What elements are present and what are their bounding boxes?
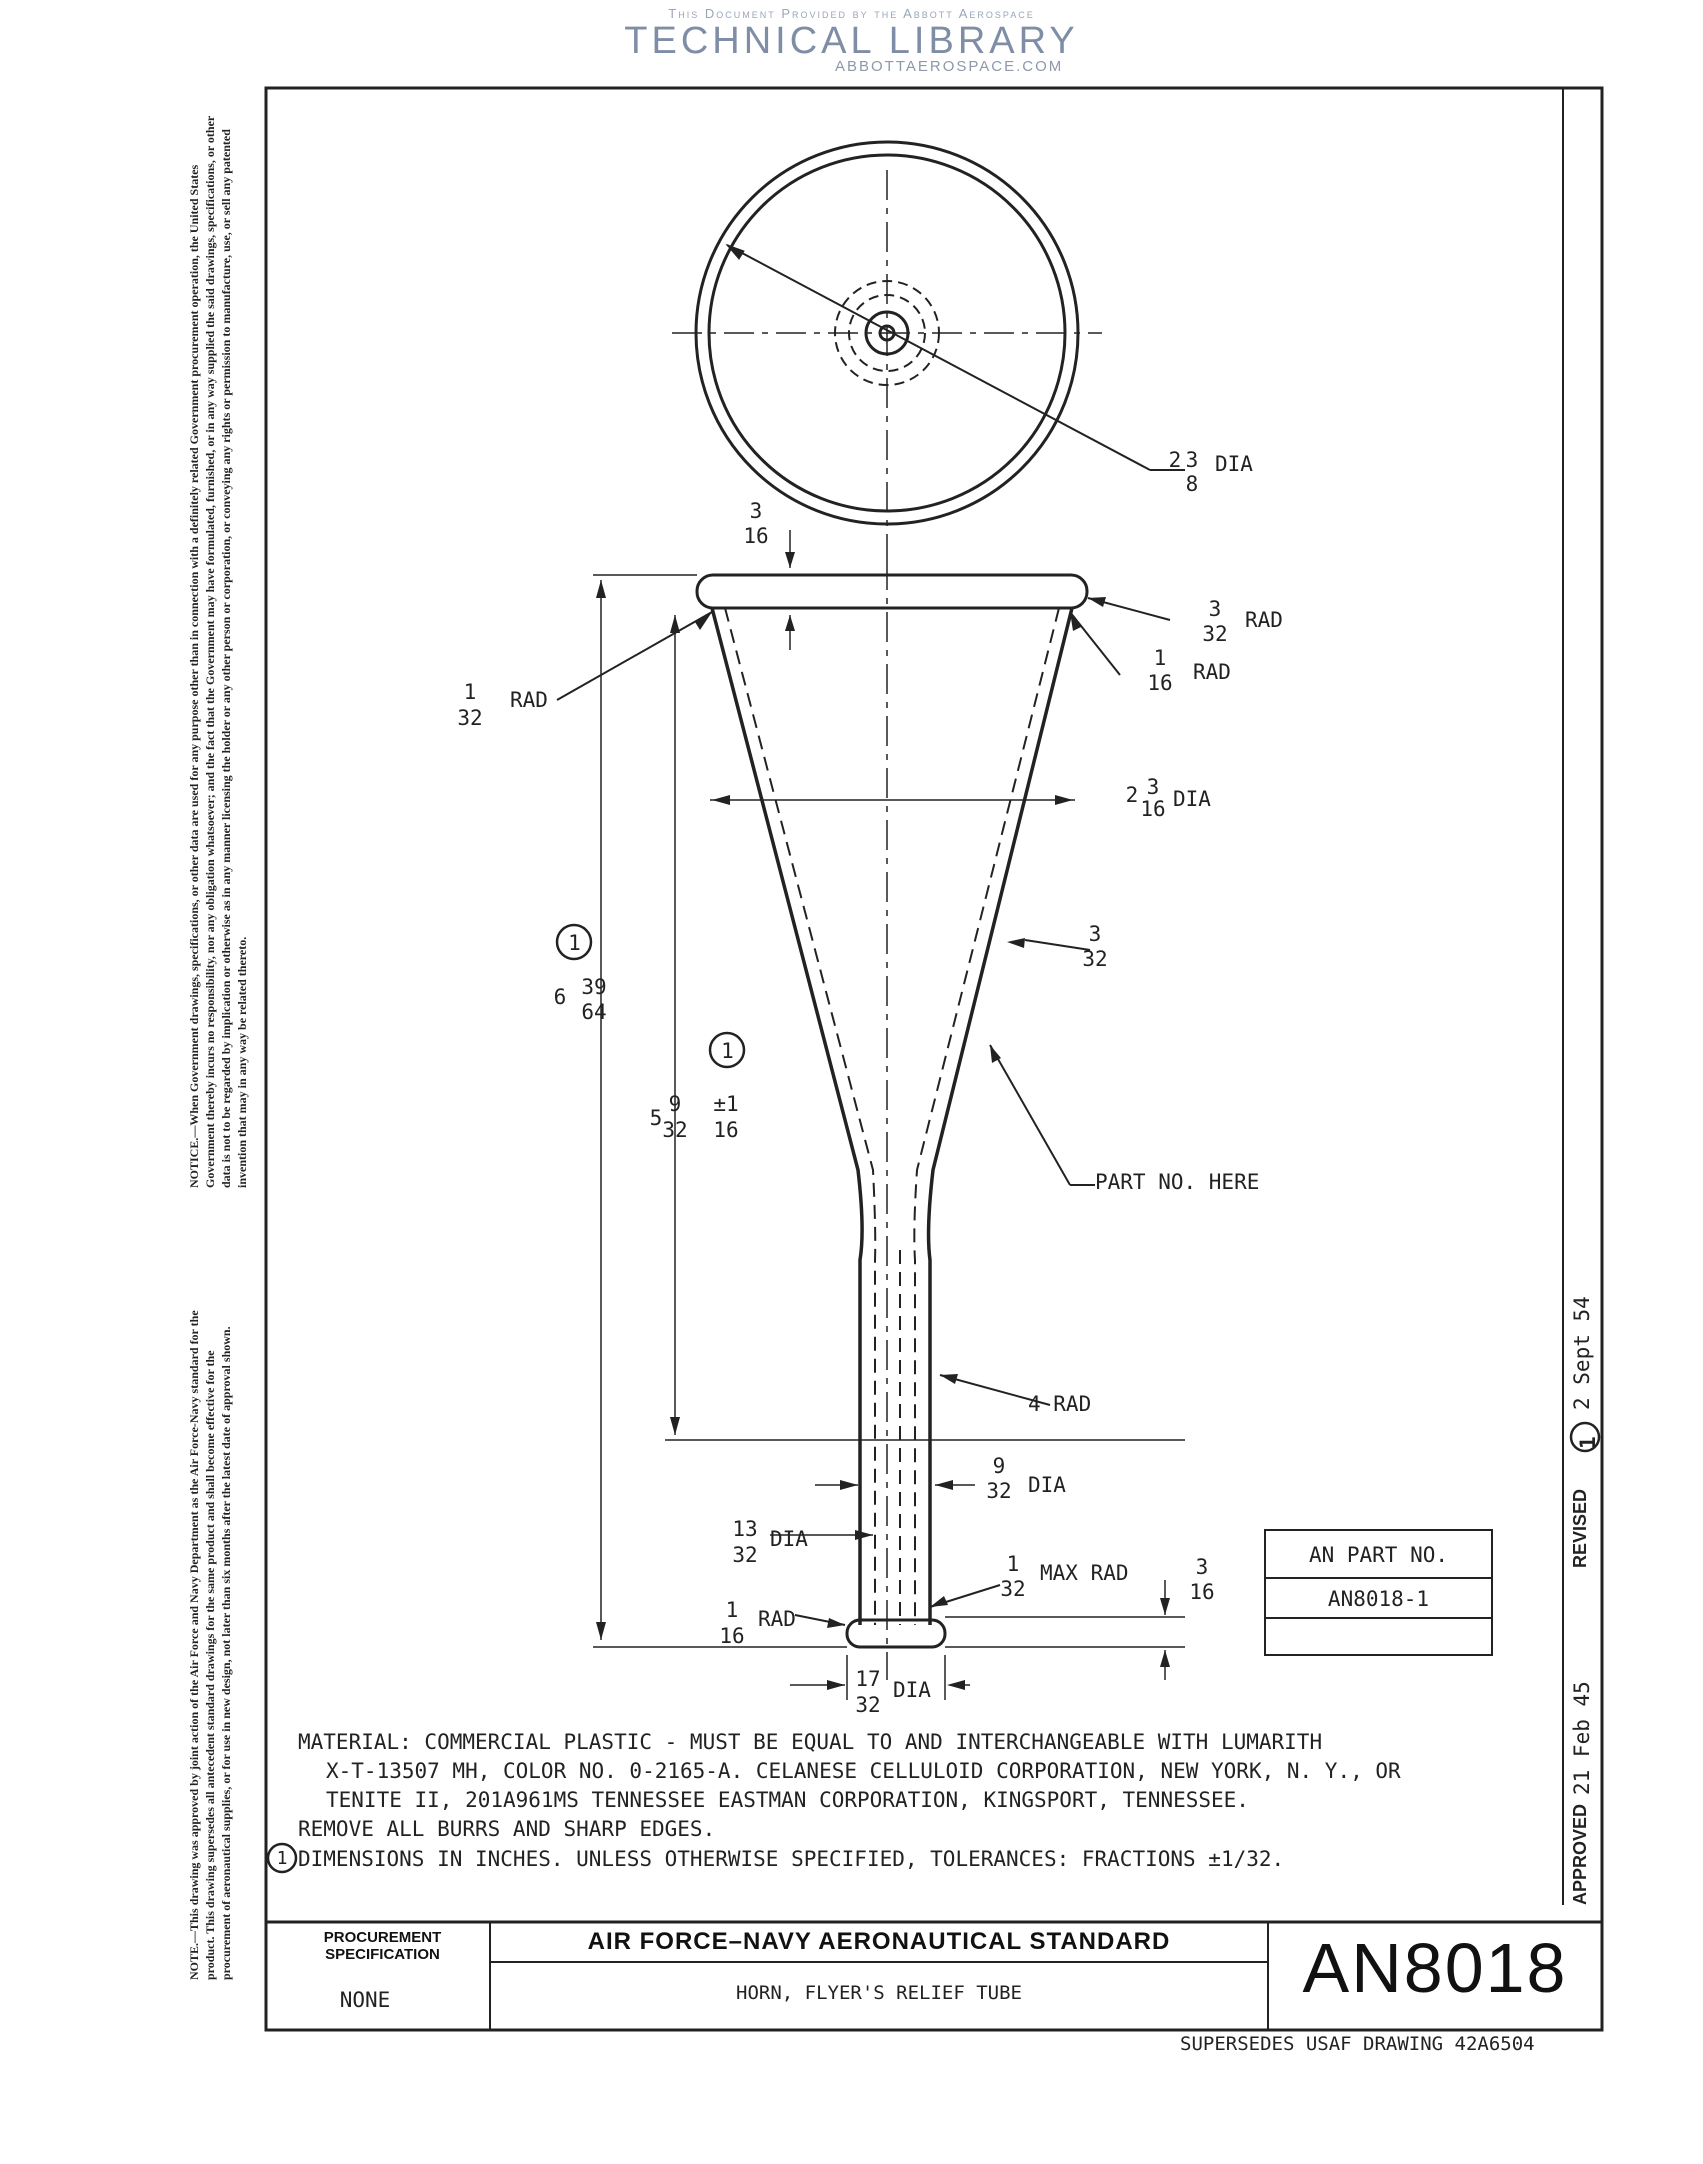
- top-view: [672, 142, 1185, 560]
- rad-3-32-unit: RAD: [1245, 608, 1283, 632]
- watermark-url: ABBOTTAEROSPACE.COM: [835, 58, 1064, 75]
- top-dia-whole: 2: [1168, 448, 1182, 472]
- rad-4: 4 RAD: [1028, 1392, 1092, 1416]
- wall-num: 3: [1088, 922, 1102, 946]
- overall-len-whole: 6: [553, 985, 567, 1009]
- approved-date: 21 Feb 45: [1570, 1681, 1594, 1795]
- note-burrs: REMOVE ALL BURRS AND SHARP EDGES.: [298, 1817, 716, 1841]
- cone-len-den: 32: [662, 1118, 688, 1142]
- cone-len-num: 9: [668, 1092, 682, 1116]
- bottom-dia-den: 32: [855, 1693, 881, 1717]
- stem-inner-unit: DIA: [770, 1527, 808, 1551]
- note-material-2: X-T-13507 MH, COLOR NO. 0-2165-A. CELANESE CELLULOID CORPORATION, NEW YORK, N. Y., OR: [326, 1759, 1401, 1783]
- bottom-thick-den: 16: [1189, 1580, 1215, 1604]
- government-notice: NOTICE.—When Government drawings, specifications, or other data are used for any purpose other than in connection with a definitely related Government procurement operation, the United States Government thereby incurs no responsibility, nor any obligation whatsoever; and the fact that the Government may have formulated, furnished, or in any way supplied the said drawings, specifications, or other data is not to be regarded by implication or otherwise as in any manner licensing the holder or any other person or corporation, or conveying any rights or permission to manufacture, use, or sell any patented invention that may in any way be related thereto.: [187, 115, 249, 1188]
- wall-den: 32: [1082, 947, 1108, 971]
- top-dia-den: 8: [1185, 472, 1199, 496]
- procurement-value: NONE: [339, 1988, 391, 2012]
- watermark-top: This Document Provided by the Abbott Aerospace: [668, 6, 1035, 21]
- callout-2-label: 1: [721, 1039, 734, 1063]
- rad-3-32-num: 3: [1208, 597, 1222, 621]
- top-dia-unit: DIA: [1215, 452, 1253, 476]
- stem-inner-num: 13: [732, 1517, 758, 1541]
- rim-thick-den: 16: [743, 524, 769, 548]
- callout-1-label: 1: [568, 931, 581, 955]
- overall-len-den: 64: [581, 1000, 607, 1024]
- cone-len-tol: ±1: [713, 1092, 739, 1116]
- rad-1-32-unit: RAD: [510, 688, 548, 712]
- supersedes-note: SUPERSEDES USAF DRAWING 42A6504: [1180, 2033, 1535, 2055]
- cone-len-tol-den: 16: [713, 1118, 739, 1142]
- max-rad-unit: MAX RAD: [1040, 1561, 1129, 1585]
- stem-dia-num: 9: [992, 1454, 1006, 1478]
- part-table-header: AN PART NO.: [1308, 1543, 1449, 1567]
- bottom-dia-num: 17: [855, 1667, 881, 1691]
- inner-dia-unit: DIA: [1173, 787, 1211, 811]
- note-dimensions: DIMENSIONS IN INCHES. UNLESS OTHERWISE SPECIFIED, TOLERANCES: FRACTIONS ±1/32.: [298, 1847, 1285, 1871]
- part-table-value: AN8018-1: [1327, 1587, 1430, 1611]
- rad-1-32-num: 1: [463, 680, 477, 704]
- watermark-title: TECHNICAL LIBRARY: [624, 20, 1079, 62]
- stem-inner-den: 32: [732, 1543, 758, 1567]
- revised-num: 1: [1576, 1436, 1600, 1449]
- procurement-label: PROCUREMENT SPECIFICATION: [323, 1929, 442, 1963]
- max-rad-den: 32: [1000, 1577, 1026, 1601]
- drawing-number: AN8018: [1302, 1929, 1568, 2007]
- rad-1-16-den: 16: [1147, 671, 1173, 695]
- part-no-here: PART NO. HERE: [1095, 1170, 1260, 1194]
- approved-label: APPROVED: [1570, 1803, 1590, 1905]
- overall-len-num: 39: [581, 975, 607, 999]
- rad-3-32-den: 32: [1202, 622, 1228, 646]
- bottom-thick-num: 3: [1195, 1555, 1209, 1579]
- note-material-3: TENITE II, 201A961MS TENNESSEE EASTMAN CORPORATION, KINGSPORT, TENNESSEE.: [326, 1788, 1249, 1812]
- approval-note: NOTE.—This drawing was approved by joint action of the Air Force and Navy Department as the Air Force-Navy standard for the product. This drawing supersedes all antecedent standard drawings for the same product and shall become effective for the procurement of aeronautical supplies, or for use in new design, not later than six months after the latest date of approval shown.: [187, 1310, 233, 1980]
- cone-len-whole: 5: [649, 1106, 663, 1130]
- rim-thick-num: 3: [749, 499, 763, 523]
- revised-date: 2 Sept 54: [1570, 1296, 1594, 1410]
- inner-dia-whole: 2: [1125, 783, 1139, 807]
- rad-bottom-num: 1: [725, 1598, 739, 1622]
- stem-dia-unit: DIA: [1028, 1473, 1066, 1497]
- note-callout-label: 1: [276, 1848, 288, 1869]
- rad-1-16-num: 1: [1153, 646, 1167, 670]
- rad-bottom-unit: RAD: [758, 1607, 796, 1631]
- standard-title: AIR FORCE–NAVY AERONAUTICAL STANDARD: [587, 1928, 1171, 1955]
- inner-dia-den: 16: [1140, 797, 1166, 821]
- bottom-dia-unit: DIA: [893, 1678, 931, 1702]
- rad-1-32-den: 32: [457, 706, 483, 730]
- top-dia-num: 3: [1185, 448, 1199, 472]
- inner-dia-num: 3: [1146, 775, 1160, 799]
- note-material: MATERIAL: COMMERCIAL PLASTIC - MUST BE EQUAL TO AND INTERCHANGEABLE WITH LUMARITH: [298, 1730, 1323, 1754]
- stem-dia-den: 32: [986, 1479, 1012, 1503]
- max-rad-num: 1: [1006, 1552, 1020, 1576]
- rad-bottom-den: 16: [719, 1624, 745, 1648]
- revised-label: REVISED: [1570, 1488, 1590, 1568]
- drawing-title: HORN, FLYER'S RELIEF TUBE: [736, 1982, 1022, 2004]
- rad-1-16-unit: RAD: [1193, 660, 1231, 684]
